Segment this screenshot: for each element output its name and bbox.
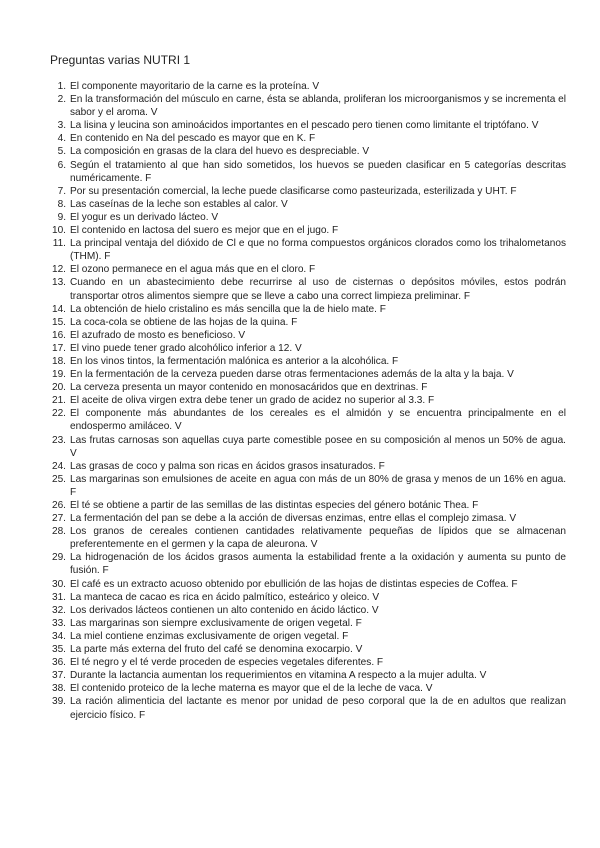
question-text: El componente mayoritario de la carne es la proteína. V	[70, 81, 320, 92]
question-number: 3.	[57, 120, 66, 132]
question-number: 5.	[57, 146, 66, 158]
question-item	[50, 355, 566, 368]
question-number: 14.	[51, 303, 66, 315]
question-number: 8.	[57, 198, 66, 210]
question-item	[50, 185, 566, 198]
question-item	[50, 80, 566, 93]
question-number: 28.	[51, 526, 66, 538]
question-item	[50, 237, 566, 263]
question-item	[50, 263, 566, 276]
question-number: 35.	[51, 644, 66, 656]
question-text: El ozono permanece en el agua más que en el cloro. F	[70, 264, 316, 276]
question-text: Las margarinas son emulsiones de aceite en agua con más de un 80% de grasa y menos de un 16% en agua. F	[70, 473, 566, 498]
question-text: La composición en grasas de la clara del huevo es despreciable. V	[70, 146, 370, 158]
question-number: 4.	[57, 133, 66, 145]
question-number: 37.	[51, 670, 66, 682]
question-number: 22.	[51, 408, 66, 420]
question-item	[50, 224, 566, 237]
question-item	[50, 276, 566, 302]
question-number: 7.	[57, 185, 66, 197]
question-text: La hidrogenación de los ácidos grasos aumenta la estabilidad frente a la oxidación y aumenta su punto de fusión. F	[70, 552, 566, 577]
question-text: Los derivados lácteos contienen un alto contenido en ácido láctico. V	[70, 604, 379, 616]
question-item	[50, 499, 566, 512]
question-item	[50, 368, 566, 381]
question-item	[50, 159, 566, 185]
question-item	[50, 473, 566, 499]
question-number: 38.	[51, 683, 66, 695]
question-item	[50, 132, 566, 145]
question-number: 16.	[51, 329, 66, 341]
question-item	[50, 525, 566, 551]
question-text: Durante la lactancia aumentan los requerimientos en vitamina A respecto a la mujer adulta. V	[70, 670, 487, 682]
question-number: 21.	[51, 395, 66, 407]
question-text: La ración alimenticia del lactante es menor por unidad de peso corporal que la de en adultos que realizan ejercicio físico. F	[70, 696, 566, 721]
question-text: La miel contiene enzimas exclusivamente de origen vegetal. F	[70, 630, 349, 642]
question-text: La cerveza presenta un mayor contenido en monosacáridos que en dextrinas. F	[70, 382, 428, 394]
question-text: Las grasas de coco y palma son ricas en ácidos grasos insaturados. F	[70, 460, 385, 472]
question-number: 25.	[51, 473, 66, 485]
question-text: El té se obtiene a partir de las semillas de las distintas especies del género botánic Thea. F	[70, 500, 479, 511]
question-text: En la fermentación de la cerveza pueden darse otras fermentaciones además de la alta y la baja. V	[70, 369, 514, 381]
question-item	[50, 578, 566, 591]
question-number: 9.	[57, 211, 66, 223]
question-text: Las caseínas de la leche son estables al calor. V	[70, 198, 288, 210]
question-number: 32.	[51, 604, 66, 616]
question-number: 23.	[51, 434, 66, 446]
question-number: 34.	[51, 630, 66, 642]
question-text: Las frutas carnosas son aquellas cuya parte comestible posee en su composición al menos un 50% de agua. V	[70, 434, 566, 459]
question-item	[50, 342, 566, 355]
question-number: 36.	[51, 657, 66, 669]
question-item	[50, 695, 566, 721]
question-number: 33.	[51, 617, 66, 629]
question-item	[50, 394, 566, 407]
question-number: 17.	[51, 342, 66, 354]
question-list	[50, 80, 566, 722]
question-number: 29.	[51, 552, 66, 564]
question-text: El té negro y el té verde proceden de especies vegetales diferentes. F	[70, 657, 384, 669]
question-item	[50, 669, 566, 682]
question-text: Las margarinas son siempre exclusivamente de origen vegetal. F	[70, 617, 362, 629]
question-item	[50, 381, 566, 394]
question-text: El aceite de oliva virgen extra debe tener un grado de acidez no superior al 3.3. F	[70, 395, 435, 407]
question-text: La coca-cola se obtiene de las hojas de la quina. F	[70, 316, 298, 328]
question-text: En contenido en Na del pescado es mayor que en K. F	[70, 133, 316, 145]
question-text: La manteca de cacao es rica en ácido palmítico, esteárico y oleico. V	[70, 591, 380, 603]
question-item	[50, 630, 566, 643]
question-text: Los granos de cereales contienen cantidades relativamente pequeñas de lípidos que se almacenan preferentemente en el germen y la capa de aleurona. V	[70, 526, 566, 551]
question-text: La obtención de hielo cristalino es más sencilla que la de hielo mate. F	[70, 303, 386, 315]
question-item	[50, 198, 566, 211]
question-item	[50, 656, 566, 669]
question-item	[50, 434, 566, 460]
question-text: La parte más externa del fruto del café se denomina exocarpio. V	[70, 644, 363, 656]
question-text: La principal ventaja del dióxido de Cl e que no forma compuestos orgánicos clorados como los trihalometanos (THM). F	[70, 238, 566, 263]
question-item	[50, 329, 566, 342]
question-number: 2.	[57, 94, 66, 106]
question-number: 6.	[57, 159, 66, 171]
question-number: 26.	[51, 500, 66, 511]
question-item	[50, 119, 566, 132]
question-text: El azufrado de mosto es beneficioso. V	[70, 329, 246, 341]
question-item	[50, 316, 566, 329]
question-item	[50, 145, 566, 158]
question-number: 19.	[51, 369, 66, 381]
question-number: 18.	[51, 355, 66, 367]
question-item	[50, 211, 566, 224]
question-number: 12.	[51, 264, 66, 276]
question-text: Cuando en un abastecimiento debe recurrirse al uso de cisternas o depósitos móviles, estos podrán transportar otros alimentos siempre que se lleve a cabo una correct limpieza preliminar. F	[70, 277, 566, 302]
question-number: 30.	[51, 578, 66, 590]
question-item	[50, 303, 566, 316]
question-item	[50, 551, 566, 577]
question-number: 24.	[51, 460, 66, 472]
question-text: El vino puede tener grado alcohólico inferior a 12. V	[70, 342, 302, 354]
question-item	[50, 682, 566, 695]
question-number: 10.	[51, 225, 66, 237]
question-item	[50, 604, 566, 617]
question-item	[50, 591, 566, 604]
question-text: En la transformación del músculo en carne, ésta se ablanda, proliferan los microorganismos y se incrementa el sabor y el aroma. V	[70, 94, 566, 119]
question-number: 15.	[51, 316, 66, 328]
question-text: La lisina y leucina son aminoácidos importantes en el pescado pero tienen como limitante el triptófano. V	[70, 120, 539, 132]
question-item	[50, 617, 566, 630]
question-text: El contenido proteico de la leche materna es mayor que el de la leche de vaca. V	[70, 683, 433, 695]
question-text: El café es un extracto acuoso obtenido por ebullición de las hojas de distintas especies de Coffea. F	[70, 578, 518, 590]
question-item	[50, 643, 566, 656]
question-number: 39.	[51, 696, 66, 708]
question-number: 1.	[57, 81, 66, 92]
question-number: 27.	[51, 513, 66, 525]
question-number: 31.	[51, 591, 66, 603]
question-number: 20.	[51, 382, 66, 394]
question-item	[50, 407, 566, 433]
question-item	[50, 460, 566, 473]
question-text: El yogur es un derivado lácteo. V	[70, 211, 219, 223]
question-item	[50, 512, 566, 525]
question-text: En los vinos tintos, la fermentación malónica es anterior a la alcohólica. F	[70, 355, 399, 367]
question-text: El componente más abundantes de los cereales es el almidón y se encuentra principalmente en el endospermo amiláceo. V	[70, 408, 566, 433]
question-text: Según el tratamiento al que han sido sometidos, los huevos se pueden clasificar en 5 categorías descritas numéricamente. F	[70, 159, 566, 184]
question-text: Por su presentación comercial, la leche puede clasificarse como pasteurizada, esterilizada y UHT. F	[70, 185, 517, 197]
question-item	[50, 93, 566, 119]
document-title: Preguntas varias NUTRI 1	[50, 53, 191, 67]
question-text: El contenido en lactosa del suero es mejor que en el jugo. F	[70, 225, 339, 237]
question-text: La fermentación del pan se debe a la acción de diversas enzimas, entre ellas el complejo zimasa. V	[70, 513, 517, 525]
question-number: 13.	[51, 277, 66, 289]
question-number: 11.	[52, 238, 66, 250]
